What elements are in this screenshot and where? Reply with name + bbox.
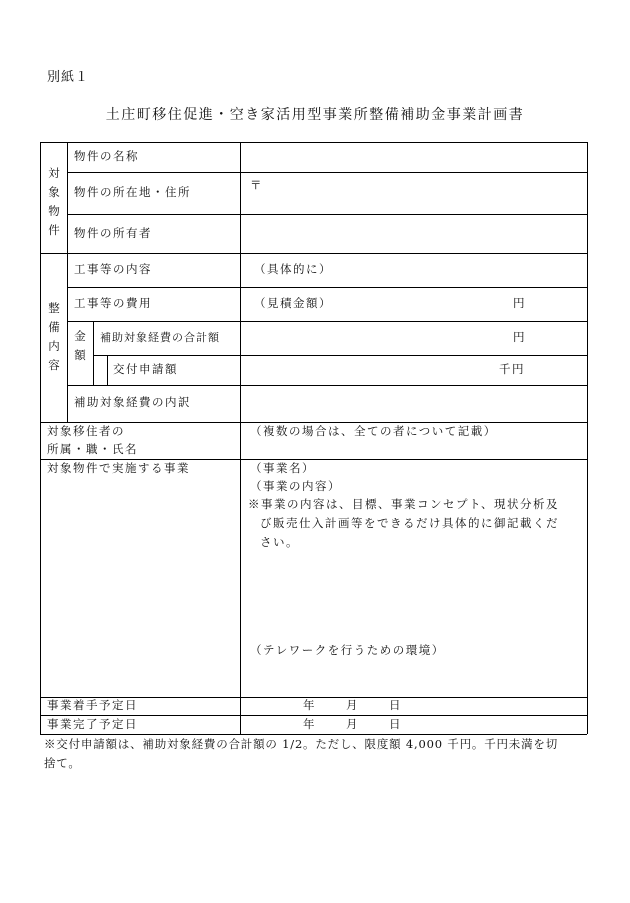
postal-mark: 〒 — [250, 178, 263, 192]
property-owner-label: 物件の所有者 — [74, 226, 152, 240]
telework-hint: （テレワークを行うための環境） — [250, 643, 445, 657]
subsidy-total-label: 補助対象経費の合計額 — [100, 331, 220, 344]
work-cost-yen-unit: 円 — [513, 296, 526, 310]
project-name-hint: （事業名） — [250, 461, 315, 475]
migrant-hint: （複数の場合は、全ての者について記載） — [250, 424, 497, 438]
end-day-unit: 日 — [389, 717, 402, 731]
work-cost-hint: （見積金額） — [254, 296, 332, 310]
work-content-label: 工事等の内容 — [74, 262, 152, 276]
footnote-line1: ※交付申請額は、補助対象経費の合計額の 1/2。ただし、限度額 4,000 千円。千円未満を切 — [44, 737, 558, 751]
property-name-label: 物件の名称 — [74, 149, 139, 163]
project-note-line2: び販売仕入計画等をできるだけ具体的に御記載くだ — [260, 516, 559, 530]
grant-request-label: 交付申請額 — [113, 362, 178, 376]
migrant-label-line2: 所属・職・氏名 — [47, 442, 138, 456]
maintenance-group-label: 整備内容 — [48, 301, 60, 372]
project-content-hint: （事業の内容） — [250, 479, 341, 493]
project-note-line1: ※事業の内容は、目標、事業コンセプト、現状分析及 — [248, 497, 559, 511]
work-content-hint: （具体的に） — [254, 262, 332, 276]
breakdown-label: 補助対象経費の内訳 — [74, 395, 191, 409]
start-month-unit: 月 — [346, 698, 359, 712]
project-note-line3: さい。 — [260, 535, 299, 549]
footnote-line2: 捨て。 — [44, 756, 81, 770]
migrant-label-line1: 対象移住者の — [47, 424, 125, 438]
project-label: 対象物件で実施する事業 — [47, 461, 190, 475]
start-day-unit: 日 — [389, 698, 402, 712]
end-date-label: 事業完了予定日 — [47, 717, 138, 731]
end-year-unit: 年 — [303, 717, 316, 731]
start-year-unit: 年 — [303, 698, 316, 712]
grant-request-unit: 千円 — [499, 362, 525, 376]
annex-label: 別紙１ — [47, 70, 90, 85]
property-group-label: 対象物件 — [48, 166, 60, 237]
property-address-label: 物件の所在地・住所 — [74, 185, 191, 199]
subsidy-total-yen-unit: 円 — [513, 330, 526, 344]
page-title: 土庄町移住促進・空き家活用型事業所整備補助金事業計画書 — [105, 107, 525, 123]
start-date-label: 事業着手予定日 — [47, 698, 138, 712]
work-cost-label: 工事等の費用 — [74, 296, 152, 310]
amount-group-label: 金額 — [74, 329, 86, 362]
end-month-unit: 月 — [346, 717, 359, 731]
